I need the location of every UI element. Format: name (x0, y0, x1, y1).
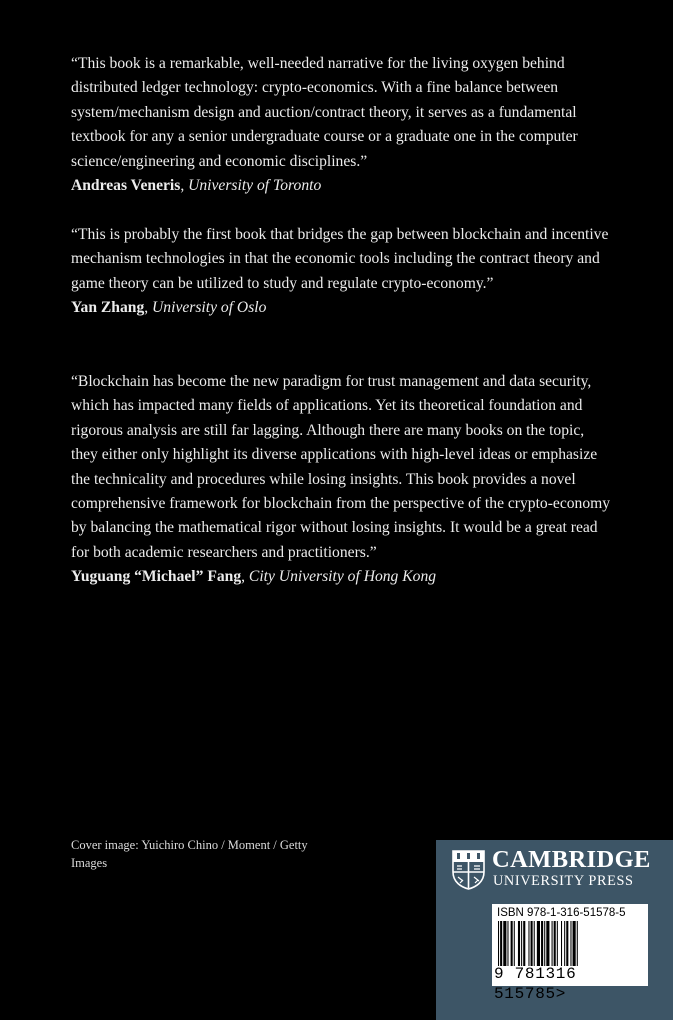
publisher-name: CAMBRIDGE (492, 846, 651, 873)
endorsement-text: “This book is a remarkable, well-needed narrative for the living oxygen behind distributed ledger technology: crypto-economics. With a fine balance between system/mechanism design and auction/contract theory, it serves as a fundamental textbook for any a senior undergraduate course or a graduate one in the computer science/engineering and economic disciplines.” (71, 55, 578, 170)
barcode-digits: 9 781316 515785> (494, 965, 577, 1003)
cover-image-credit: Cover image: Yuichiro Chino / Moment / Getty Images (71, 838, 308, 870)
isbn-label: ISBN 978-1-316-51578-5 (497, 907, 626, 919)
endorser-name: Yuguang “Michael” Fang (71, 568, 242, 586)
endorser-name: Yan Zhang (71, 299, 145, 317)
publisher-panel (436, 840, 673, 1020)
endorser-affiliation: City University of Hong Kong (248, 568, 437, 586)
publisher-subname: UNIVERSITY PRESS (493, 873, 634, 889)
endorsement-text: “Blockchain has become the new paradigm for trust management and data security, which has impacted many fields of applications. Yet its theoretical foundation and rigorous analysis are still far lagging. Although there are many books on the topic, they either only highlight its diverse applications with high-level ideas or emphasize the technicality and procedures while losing insights. This book provides a novel comprehensive framework for blockchain from the perspective of the crypto-economy by balancing the mathematical rigor without losing insights. It would be a great read for both academic researchers and practitioners.” (71, 373, 611, 561)
endorser-name: Andreas Veneris (71, 177, 181, 195)
barcode-icon (496, 921, 644, 966)
cambridge-crest-icon (452, 850, 485, 890)
isbn-barcode (492, 904, 648, 1003)
endorser-affiliation: University of Toronto (188, 177, 322, 195)
endorsement-text: “This is probably the first book that bridges the gap between blockchain and incentive mechanism technologies in that the economic tools including the contract theory and game theory can be utilized to study and regulate crypto-economy.” (71, 226, 609, 292)
endorsement-1 (71, 52, 611, 198)
endorsement-attribution: Yan Zhang, University of Oslo (71, 299, 267, 317)
endorser-affiliation: University of Oslo (152, 299, 267, 317)
endorsement-attribution: Andreas Veneris, University of Toronto (71, 177, 322, 195)
endorsement-3 (71, 370, 611, 590)
endorsement-2 (71, 223, 611, 321)
endorsement-attribution: Yuguang “Michael” Fang, City University of Hong Kong (71, 568, 437, 586)
